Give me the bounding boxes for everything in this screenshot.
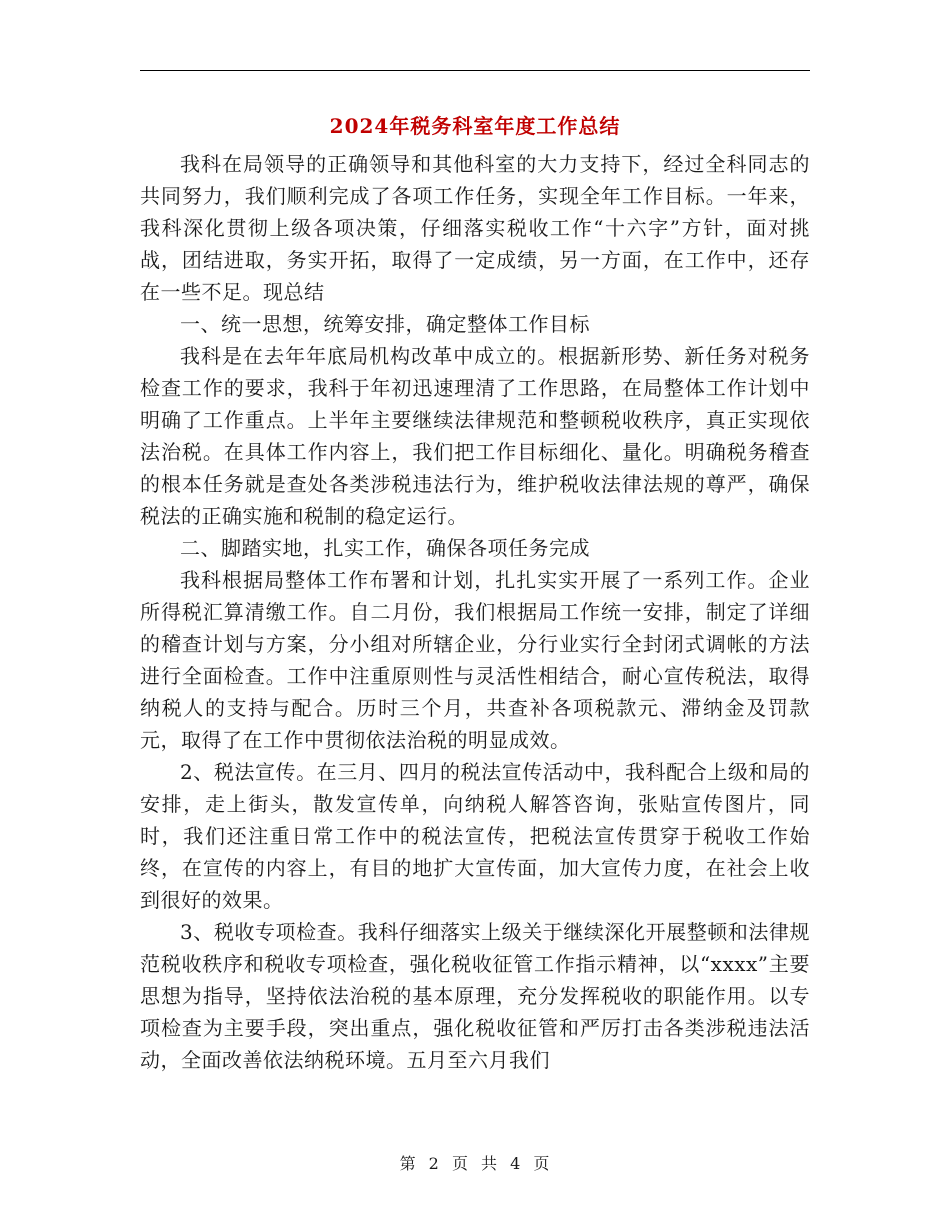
paragraph-section-1: 我科是在去年年底局机构改革中成立的。根据新形势、新任务对税务检查工作的要求，我科于年初迅速理清了工作思路，在局整体工作计划中明确了工作重点。上半年主要继续法律规范和整顿税收秩序，真正实现依法治税。在具体工作内容上，我们把工作目标细化、量化。明确税务稽查的根本任务就是查处各类涉税违法行为，维护税收法律法规的尊严，确保税法的正确实施和税制的稳定运行。 [140, 344, 810, 528]
paragraph-tax-publicity: 2、税法宣传。在三月、四月的税法宣传活动中，我科配合上级和局的安排，走上街头，散发宣传单，向纳税人解答咨询，张贴宣传图片，同时，我们还注重日常工作中的税法宣传，把税法宣传贯穿于税收工作始终，在宣传的内容上，有目的地扩大宣传面，加大宣传力度，在社会上收到很好的效果。 [140, 760, 810, 912]
document-title: 2024年税务科室年度工作总结 [329, 114, 621, 138]
section-heading-2: 二、脚踏实地，扎实工作，确保各项任务完成 [180, 536, 590, 560]
paragraph-special-inspection: 3、税收专项检查。我科仔细落实上级关于继续深化开展整顿和法律规范税收秩序和税收专项检查，强化税收征管工作指示精神，以“xxxx”主要思想为指导，坚持依法治税的基本原理，充分发挥税收的职能作用。以专项检查为主要手段，突出重点，强化税收征管和严厉打击各类涉税违法活动，全面改善依法纳税环境。五月至六月我们 [140, 920, 810, 1072]
page-footer: 第 2 页 共 4 页 [399, 1154, 551, 1173]
section-heading-1: 一、统一思想，统筹安排，确定整体工作目标 [180, 312, 590, 336]
paragraph-section-2: 我科根据局整体工作布署和计划，扎扎实实开展了一系列工作。企业所得税汇算清缴工作。自二月份，我们根据局工作统一安排，制定了详细的稽查计划与方案，分小组对所辖企业，分行业实行全封闭式调帐的方法进行全面检查。工作中注重原则性与灵活性相结合，耐心宣传税法，取得纳税人的支持与配合。历时三个月，共查补各项税款元、滞纳金及罚款元，取得了在工作中贯彻依法治税的明显成效。 [140, 568, 810, 752]
paragraph-intro: 我科在局领导的正确领导和其他科室的大力支持下，经过全科同志的共同努力，我们顺利完成了各项工作任务，实现全年工作目标。一年来，我科深化贯彻上级各项决策，仔细落实税收工作“十六字”方针，面对挑战，团结进取，务实开拓，取得了一定成绩，另一方面，在工作中，还存在一些不足。现总结 [140, 152, 810, 304]
document-body [140, 148, 810, 1076]
header-rule [140, 70, 810, 71]
